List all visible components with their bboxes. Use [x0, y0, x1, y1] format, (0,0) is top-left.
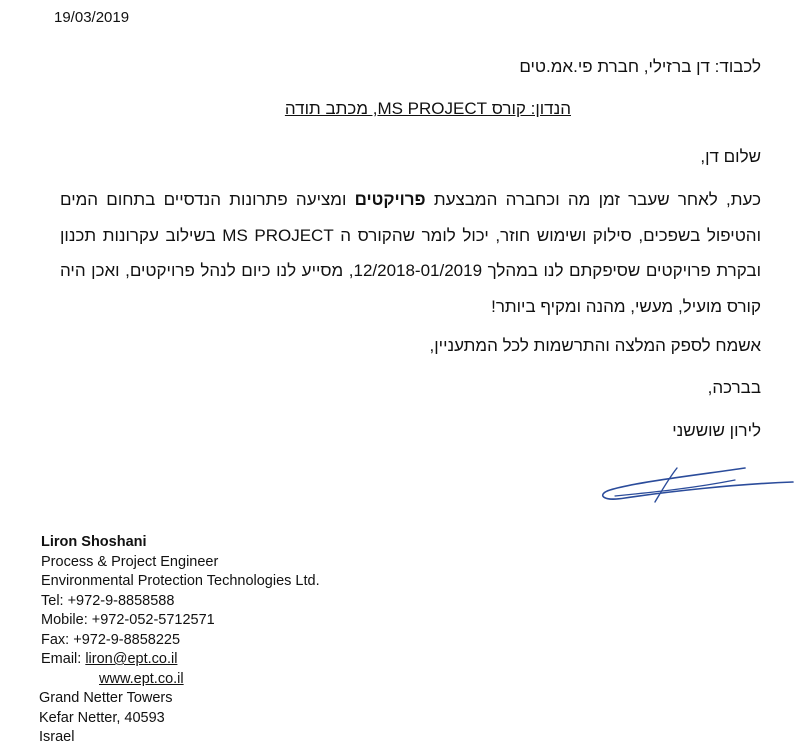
body-text-start: כעת, לאחר שעבר זמן מה וכחברה המבצעת	[425, 190, 761, 209]
email-line	[41, 650, 320, 670]
closing-line: בברכה,	[707, 378, 761, 397]
company-name: Environmental Protection Technologies Ltd.	[41, 573, 320, 589]
email-link[interactable]: liron@ept.co.il	[85, 651, 178, 667]
fax: Fax: +972-9-8858225	[41, 631, 181, 648]
recipient-line: לכבוד: דן ברזילי, חברת פי.אמ.טים	[519, 57, 761, 76]
website-link[interactable]: www.ept.co.il	[99, 670, 184, 687]
address-line-1: Grand Netter Towers	[39, 690, 173, 706]
phone: Tel: +972-9-8858588	[41, 592, 175, 609]
greeting: שלום דן,	[700, 147, 761, 166]
handwritten-signature	[595, 462, 795, 507]
signer-name-hebrew: לירון שוששני	[672, 421, 761, 440]
letter-date: 19/03/2019	[54, 9, 130, 26]
body-bold-word: פרויקטים	[354, 190, 426, 209]
body-text-rest: ומציעה פתרונות הנדסיים בתחום המים והטיפול בשפכים, סילוק ושימוש חוזר, יכול לומר שהקורס ה MS PROJECT בשילוב עקרונות תכנון ובקרת פרויקטים שסיפקתם לנו במהלך 12/2018-01/2019, מסייע לנו כיום לנהל פרויקטים, ואכן היה קורס מועיל, מעשי, מהנה ומקיף ביותר!	[60, 190, 761, 316]
body-paragraph	[60, 182, 761, 324]
website-line	[41, 670, 320, 690]
signature-block	[41, 533, 320, 748]
recommendation-line: אשמח לספק המלצה והתרשמות לכל המתעניין,	[429, 336, 761, 355]
mobile: Mobile: +972-052-5712571	[41, 612, 215, 628]
subject-line: הנדון: קורס MS PROJECT, מכתב תודה	[284, 99, 571, 118]
email-label: Email:	[41, 651, 86, 667]
address-line-2: Kefar Netter, 40593	[39, 709, 165, 726]
signer-name: Liron Shoshani	[41, 534, 147, 550]
signer-title: Process & Project Engineer	[41, 553, 219, 570]
country: Israel	[39, 729, 75, 745]
